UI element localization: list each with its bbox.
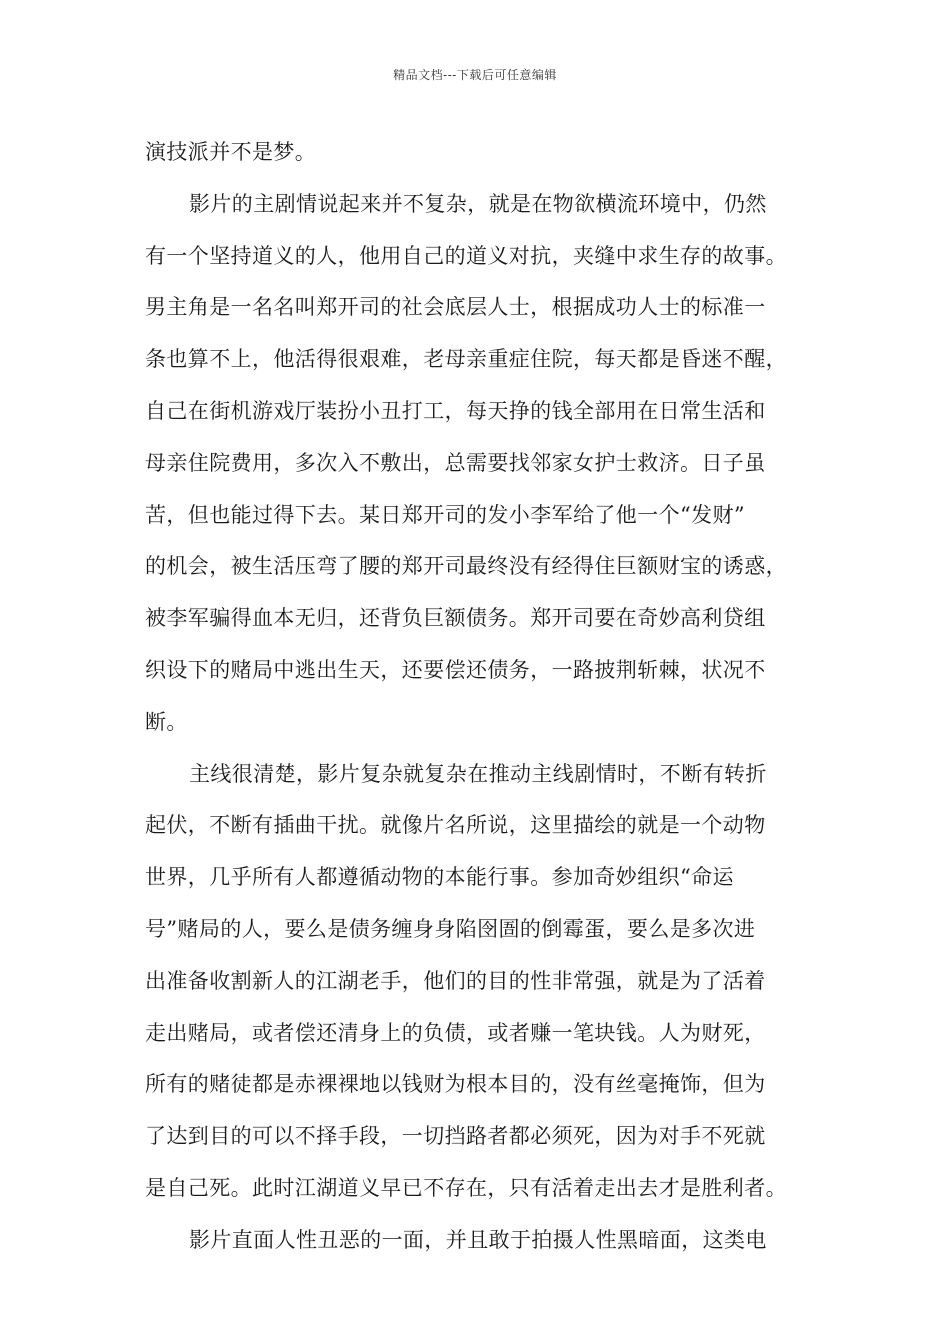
- paragraph-start-line: 影片直面人性丑恶的一面，并且敢于拍摄人性黑暗面，这类电: [189, 1227, 767, 1252]
- text-line: 有一个坚持道义的人，他用自己的道义对抗，夹缝中求生存的故事。: [145, 243, 787, 268]
- text-line: 自己在街机游戏厅装扮小丑打工，每天挣的钱全部用在日常生活和: [145, 398, 766, 423]
- text-line: 的机会，被生活压弯了腰的郑开司最终没有经得住巨额财宝的诱惑，: [145, 554, 787, 579]
- page-header: 精品文档---下载后可任意编辑: [393, 68, 557, 82]
- text-line: 条也算不上，他活得很艰难，老母亲重症住院，每天都是昏迷不醒，: [145, 347, 787, 372]
- text-line: 是自己死。此时江湖道义早已不存在，只有活着走出去才是胜利者。: [145, 1175, 787, 1200]
- text-line: 号”赌局的人，要么是债务缠身身陷囹圄的倒霉蛋，要么是多次进: [145, 916, 756, 941]
- text-line: 走出赌局，或者偿还清身上的负债，或者赚一笔块钱。人为财死，: [145, 1020, 766, 1045]
- text-line: 起伏，不断有插曲干扰。就像片名所说，这里描绘的就是一个动物: [145, 813, 766, 838]
- paragraph-start-line: 主线很清楚，影片复杂就复杂在推动主线剧情时，不断有转折: [189, 761, 767, 786]
- text-line: 所有的赌徒都是赤裸裸地以钱财为根本目的，没有丝毫掩饰，但为: [145, 1072, 766, 1097]
- text-line: 出准备收割新人的江湖老手，他们的目的性非常强，就是为了活着: [145, 968, 766, 993]
- text-line: 男主角是一名名叫郑开司的社会底层人士，根据成功人士的标准一: [145, 295, 766, 320]
- text-line: 世界，几乎所有人都遵循动物的本能行事。参加奇妙组织“命运: [145, 865, 734, 890]
- document-body: [145, 127, 817, 1267]
- text-line: 母亲住院费用，多次入不敷出，总需要找邻家女护士救济。日子虽: [145, 450, 766, 475]
- text-line: 织设下的赌局中逃出生天，还要偿还债务，一路披荆斩棘，状况不: [145, 657, 766, 682]
- text-line: 断。: [145, 709, 188, 734]
- text-line: 被李军骗得血本无归，还背负巨额债务。郑开司要在奇妙高利贷组: [145, 606, 766, 631]
- paragraph-start-line: 影片的主剧情说起来并不复杂，就是在物欲横流环境中，仍然: [189, 191, 767, 216]
- text-line: 演技派并不是梦。: [145, 140, 317, 164]
- text-line: 苦，但也能过得下去。某日郑开司的发小李军给了他一个“发财”: [145, 502, 746, 527]
- text-line: 了达到目的可以不择手段，一切挡路者都必须死，因为对手不死就: [145, 1124, 766, 1149]
